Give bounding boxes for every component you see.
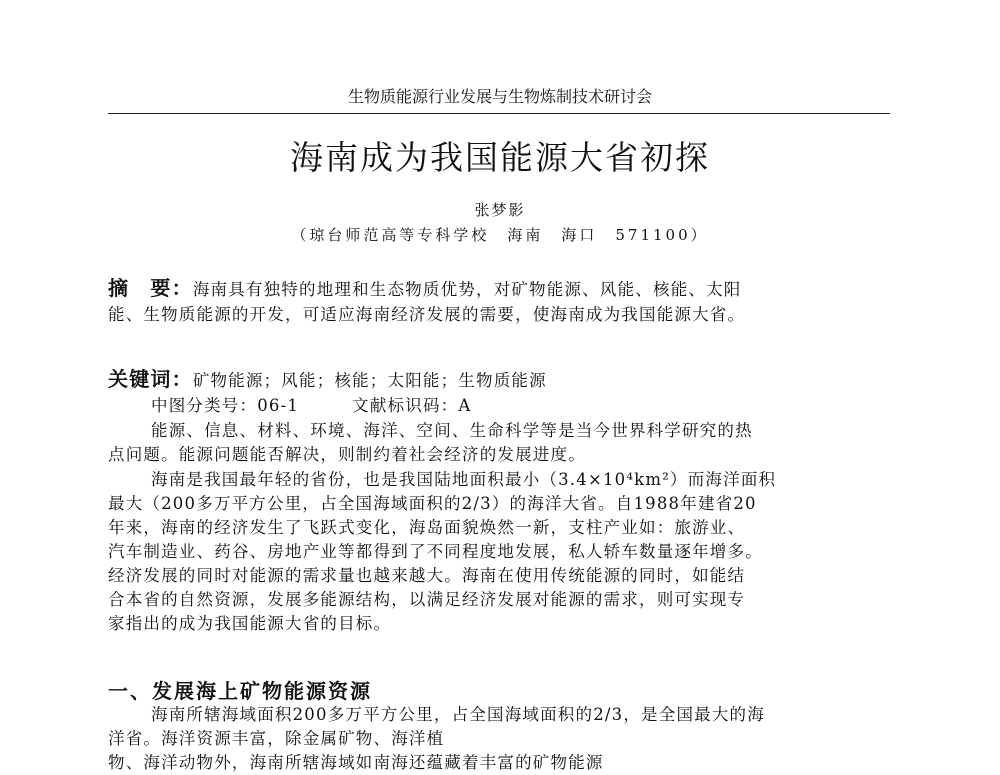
intro-p2-line-4: 汽车制造业、药谷、房地产业等都得到了不同程度地发展，私人轿车数量逐年增多。 [108, 542, 763, 561]
section-1-line-2: 洋省。海洋资源丰富，除金属矿物、海洋植 [108, 729, 445, 748]
intro-p2-line-5: 经济发展的同时对能源的需求量也越来越大。海南在使用传统能源的同时，如能结 [108, 566, 746, 585]
author-name: 张梦影 [474, 201, 526, 219]
section-1-heading: 一、发展海上矿物能源资源 [108, 679, 372, 703]
classification-line: 中图分类号：06-1 文献标识码：A [151, 396, 472, 415]
intro-p2-line-1: 海南是我国最年轻的省份，也是我国陆地面积最小（3.4×10⁴km²）而海洋面积 [151, 470, 777, 489]
abstract-label: 摘 要： [108, 276, 193, 300]
intro-p1-line-2: 点问题。能源问题能否解决，则制约着社会经济的发展进度。 [108, 445, 586, 464]
abstract-line-1 [108, 276, 742, 302]
section-1-line-1: 海南所辖海域面积200多万平方公里，占全国海域面积的2/3，是全国最大的海 [151, 705, 765, 724]
intro-p2-line-2: 最大（200多万平方公里，占全国海域面积的2/3）的海洋大省。自1988年建省20 [108, 494, 757, 513]
section-1-line-3: 物、海洋动物外，海南所辖海域如南海还蕴藏着丰富的矿物能源 [108, 753, 604, 772]
abstract-text-1: 海南具有独特的地理和生态物质优势，对矿物能源、风能、核能、太阳 [192, 280, 742, 299]
intro-p2-line-3: 年来，海南的经济发生了飞跃式变化，海岛面貌焕然一新，支柱产业如：旅游业、 [108, 518, 746, 537]
paper-title: 海南成为我国能源大省初探 [290, 138, 710, 177]
intro-p1-line-1: 能源、信息、材料、环境、海洋、空间、生命科学等是当今世界科学研究的热 [151, 421, 753, 440]
keywords-label: 关键词： [108, 367, 193, 391]
keywords-text: 矿物能源；风能；核能；太阳能；生物质能源 [192, 371, 547, 390]
running-header: 生物质能源行业发展与生物炼制技术研讨会 [347, 87, 652, 106]
header-rule [108, 113, 890, 114]
intro-p2-line-6: 合本省的自然资源，发展多能源结构，以满足经济发展对能源的需求，则可实现专 [108, 590, 746, 609]
keywords-line [108, 367, 547, 393]
author-affiliation: （琼台师范高等专科学校 海南 海口 571100） [291, 226, 709, 244]
abstract-line-2: 能、生物质能源的开发，可适应海南经济发展的需要，使海南成为我国能源大省。 [108, 305, 746, 324]
intro-p2-line-7: 家指出的成为我国能源大省的目标。 [108, 614, 392, 633]
